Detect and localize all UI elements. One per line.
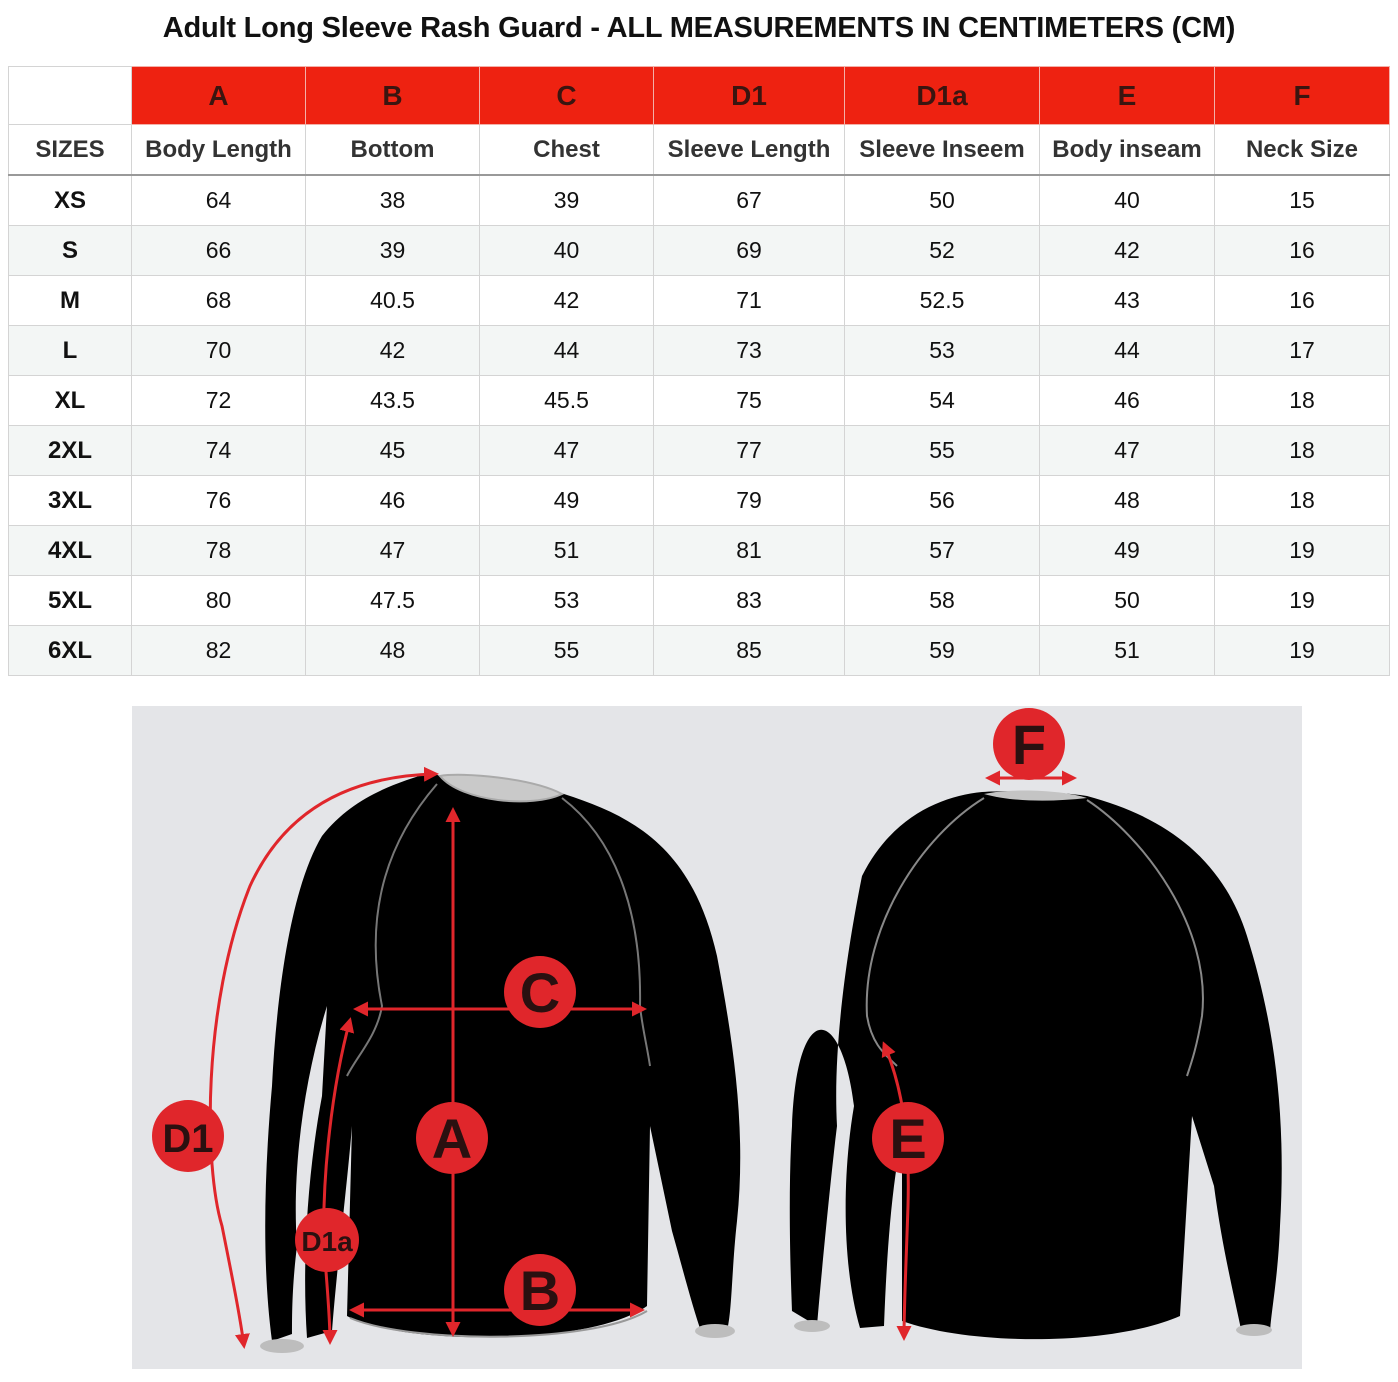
measurement-cell: 46 — [306, 476, 480, 526]
measurement-cell: 44 — [1040, 326, 1215, 376]
size-label-cell: XL — [9, 376, 132, 426]
measurement-cell: 39 — [306, 226, 480, 276]
measurement-cell: 76 — [132, 476, 306, 526]
measurement-cell: 52 — [845, 226, 1040, 276]
table-row — [9, 376, 1390, 426]
table-row — [9, 175, 1390, 226]
measurement-cell: 66 — [132, 226, 306, 276]
size-label-cell: S — [9, 226, 132, 276]
measurement-cell: 47 — [306, 526, 480, 576]
measurement-cell: 85 — [654, 626, 845, 676]
column-header: Neck Size — [1215, 125, 1390, 176]
measurement-cell: 43.5 — [306, 376, 480, 426]
column-header-row — [9, 125, 1390, 176]
marker-f-label: F — [1011, 713, 1047, 776]
measurement-cell: 47 — [480, 426, 654, 476]
marker-d1 — [152, 1100, 224, 1172]
measurement-cell: 55 — [480, 626, 654, 676]
column-header: Sleeve Inseem — [845, 125, 1040, 176]
measurement-cell: 17 — [1215, 326, 1390, 376]
measurement-cell: 54 — [845, 376, 1040, 426]
measurement-cell: 16 — [1215, 226, 1390, 276]
measurement-cell: 70 — [132, 326, 306, 376]
marker-a-label: A — [431, 1107, 473, 1170]
measurement-cell: 83 — [654, 576, 845, 626]
measurement-cell: 71 — [654, 276, 845, 326]
marker-a — [416, 1102, 488, 1174]
measurement-cell: 57 — [845, 526, 1040, 576]
back-shirt — [790, 791, 1282, 1340]
letter-cell: C — [480, 67, 654, 125]
column-header: Body Length — [132, 125, 306, 176]
measurement-cell: 19 — [1215, 576, 1390, 626]
measurement-cell: 79 — [654, 476, 845, 526]
letter-cell: D1a — [845, 67, 1040, 125]
measurement-cell: 49 — [1040, 526, 1215, 576]
size-label-cell: 2XL — [9, 426, 132, 476]
measurement-cell: 40 — [1040, 175, 1215, 226]
measurement-cell: 47 — [1040, 426, 1215, 476]
measurement-letter-row — [9, 67, 1390, 125]
measurement-cell: 47.5 — [306, 576, 480, 626]
column-header: Chest — [480, 125, 654, 176]
marker-e — [872, 1102, 944, 1174]
measurement-cell: 48 — [306, 626, 480, 676]
table-row — [9, 476, 1390, 526]
measurement-cell: 44 — [480, 326, 654, 376]
table-row — [9, 426, 1390, 476]
measurement-cell: 73 — [654, 326, 845, 376]
front-right-cuff — [695, 1324, 735, 1338]
marker-b — [504, 1254, 576, 1326]
front-left-cuff — [260, 1339, 304, 1353]
measurement-cell: 53 — [845, 326, 1040, 376]
measurement-cell: 48 — [1040, 476, 1215, 526]
measurement-cell: 69 — [654, 226, 845, 276]
corner-cell — [9, 67, 132, 125]
marker-d1-label: D1 — [162, 1117, 214, 1161]
measurement-cell: 52.5 — [845, 276, 1040, 326]
measurement-cell: 42 — [1040, 226, 1215, 276]
marker-c-label: C — [519, 961, 561, 1024]
measurement-cell: 50 — [845, 175, 1040, 226]
size-label-cell: XS — [9, 175, 132, 226]
measurement-cell: 58 — [845, 576, 1040, 626]
size-label-cell: M — [9, 276, 132, 326]
letter-cell: F — [1215, 67, 1390, 125]
measurement-cell: 53 — [480, 576, 654, 626]
measurement-cell: 51 — [480, 526, 654, 576]
table-row — [9, 326, 1390, 376]
measurement-cell: 16 — [1215, 276, 1390, 326]
back-shirt-body — [790, 791, 1282, 1339]
marker-b-label: B — [519, 1259, 561, 1322]
measurement-cell: 46 — [1040, 376, 1215, 426]
table-row — [9, 276, 1390, 326]
shirt-diagram-svg — [132, 706, 1302, 1369]
size-label-cell: 3XL — [9, 476, 132, 526]
measurement-cell: 40.5 — [306, 276, 480, 326]
measurement-cell: 15 — [1215, 175, 1390, 226]
measurement-cell: 43 — [1040, 276, 1215, 326]
measurement-diagram — [132, 706, 1302, 1369]
table-row — [9, 626, 1390, 676]
column-header: SIZES — [9, 125, 132, 176]
column-header: Body inseam — [1040, 125, 1215, 176]
measurement-cell: 51 — [1040, 626, 1215, 676]
measurement-cell: 18 — [1215, 476, 1390, 526]
measurement-cell: 38 — [306, 175, 480, 226]
marker-d1a — [295, 1208, 359, 1272]
size-label-cell: L — [9, 326, 132, 376]
column-header: Bottom — [306, 125, 480, 176]
back-left-cuff — [794, 1320, 830, 1332]
marker-c — [504, 956, 576, 1028]
table-row — [9, 226, 1390, 276]
size-chart-table — [8, 66, 1390, 676]
measurement-cell: 64 — [132, 175, 306, 226]
letter-cell: D1 — [654, 67, 845, 125]
measurement-cell: 19 — [1215, 626, 1390, 676]
measurement-cell: 42 — [480, 276, 654, 326]
measurement-cell: 72 — [132, 376, 306, 426]
table-row — [9, 526, 1390, 576]
measurement-cell: 80 — [132, 576, 306, 626]
column-header: Sleeve Length — [654, 125, 845, 176]
measurement-cell: 50 — [1040, 576, 1215, 626]
size-label-cell: 6XL — [9, 626, 132, 676]
letter-cell: E — [1040, 67, 1215, 125]
measurement-cell: 42 — [306, 326, 480, 376]
measurement-cell: 81 — [654, 526, 845, 576]
letter-cell: B — [306, 67, 480, 125]
measurement-cell: 55 — [845, 426, 1040, 476]
measurement-cell: 68 — [132, 276, 306, 326]
page-title: Adult Long Sleeve Rash Guard - ALL MEASUREMENTS IN CENTIMETERS (CM) — [162, 12, 1236, 44]
measurement-cell: 56 — [845, 476, 1040, 526]
measurement-cell: 18 — [1215, 376, 1390, 426]
measurement-cell: 45.5 — [480, 376, 654, 426]
measurement-cell: 40 — [480, 226, 654, 276]
measurement-cell: 19 — [1215, 526, 1390, 576]
measurement-cell: 78 — [132, 526, 306, 576]
measurement-cell: 39 — [480, 175, 654, 226]
measurement-cell: 18 — [1215, 426, 1390, 476]
measurement-cell: 59 — [845, 626, 1040, 676]
measurement-cell: 67 — [654, 175, 845, 226]
marker-e-label: E — [889, 1107, 927, 1170]
size-label-cell: 4XL — [9, 526, 132, 576]
table-row — [9, 576, 1390, 626]
size-label-cell: 5XL — [9, 576, 132, 626]
measurement-cell: 75 — [654, 376, 845, 426]
measurement-cell: 74 — [132, 426, 306, 476]
marker-d1a-label: D1a — [301, 1226, 353, 1257]
measurement-cell: 45 — [306, 426, 480, 476]
measurement-cell: 82 — [132, 626, 306, 676]
marker-f — [993, 708, 1065, 780]
back-right-cuff — [1236, 1324, 1272, 1336]
measurement-cell: 77 — [654, 426, 845, 476]
letter-cell: A — [132, 67, 306, 125]
measurement-cell: 49 — [480, 476, 654, 526]
